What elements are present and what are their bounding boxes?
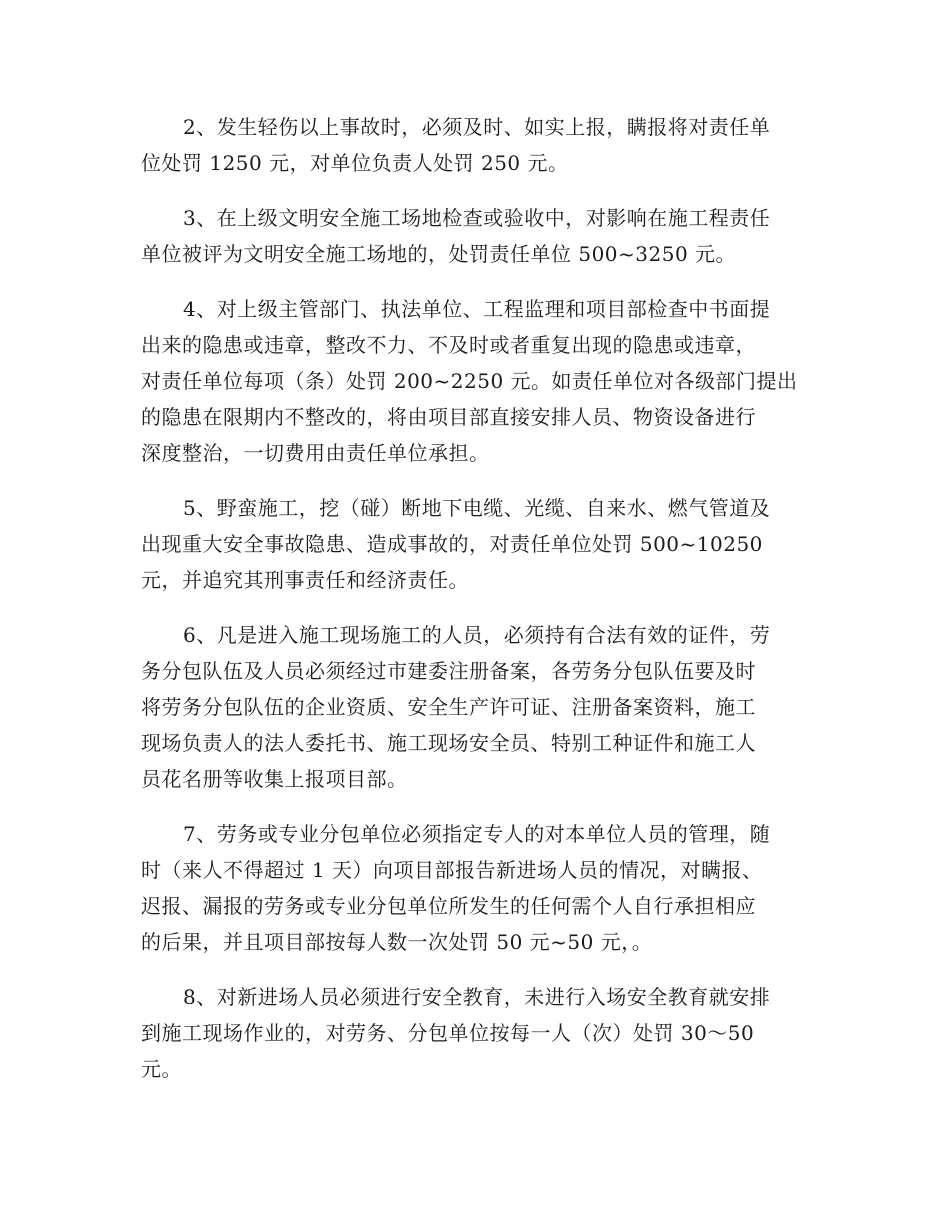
text-line: 3、在上级文明安全施工场地检查或验收中，对影响在施工程责任	[183, 206, 771, 230]
text-line: 的隐患在限期内不整改的，将由项目部直接安排人员、物资设备进行	[141, 405, 756, 429]
text-line: 元。	[141, 1057, 182, 1081]
paragraph-item-4	[141, 291, 811, 471]
paragraph-item-7	[141, 816, 811, 960]
text-line: 元，并追究其刑事责任和经济责任。	[141, 568, 469, 592]
text-line: 8、对新进场人员必须进行安全教育，未进行入场安全教育就安排	[183, 985, 771, 1009]
document-body	[141, 109, 811, 1106]
text-line: 对责任单位每项（条）处罚 200~2250 元。如责任单位对各级部门提出	[141, 369, 798, 393]
text-line: 4、对上级主管部门、执法单位、工程监理和项目部检查中书面提	[183, 297, 771, 321]
text-line: 现场负责人的法人委托书、施工现场安全员、特别工种证件和施工人	[141, 731, 756, 755]
text-line: 务分包队伍及人员必须经过市建委注册备案，各劳务分包队伍要及时	[141, 659, 756, 683]
paragraph-item-8	[141, 979, 811, 1087]
paragraph-item-2	[141, 109, 811, 181]
text-line: 5、野蛮施工，挖（碰）断地下电缆、光缆、自来水、燃气管道及	[183, 496, 771, 520]
text-line: 单位被评为文明安全施工场地的，处罚责任单位 500~3250 元。	[141, 242, 737, 266]
text-line: 位处罚 1250 元，对单位负责人处罚 250 元。	[141, 151, 569, 175]
text-line: 的后果，并且项目部按每人数一次处罚 50 元~50 元，。	[141, 930, 653, 954]
paragraph-item-6	[141, 617, 811, 797]
text-line: 将劳务分包队伍的企业资质、安全生产许可证、注册备案资料，施工	[141, 695, 756, 719]
paragraph-item-3	[141, 200, 811, 272]
text-line: 2、发生轻伤以上事故时，必须及时、如实上报，瞒报将对责任单	[183, 115, 771, 139]
text-line: 时（来人不得超过 1 天）向项目部报告新进场人员的情况，对瞒报、	[141, 858, 763, 882]
text-line: 到施工现场作业的，对劳务、分包单位按每一人（次）处罚 30～50	[141, 1021, 755, 1045]
text-line: 6、凡是进入施工现场施工的人员，必须持有合法有效的证件，劳	[183, 623, 771, 647]
text-line: 深度整治，一切费用由责任单位承担。	[141, 441, 490, 465]
text-line: 员花名册等收集上报项目部。	[141, 767, 408, 791]
text-line: 出来的隐患或违章，整改不力、不及时或者重复出现的隐患或违章，	[141, 333, 756, 357]
text-line: 迟报、漏报的劳务或专业分包单位所发生的任何需个人自行承担相应	[141, 894, 756, 918]
text-line: 7、劳务或专业分包单位必须指定专人的对本单位人员的管理，随	[183, 822, 771, 846]
paragraph-item-5	[141, 490, 811, 598]
text-line: 出现重大安全事故隐患、造成事故的，对责任单位处罚 500~10250	[141, 532, 763, 556]
